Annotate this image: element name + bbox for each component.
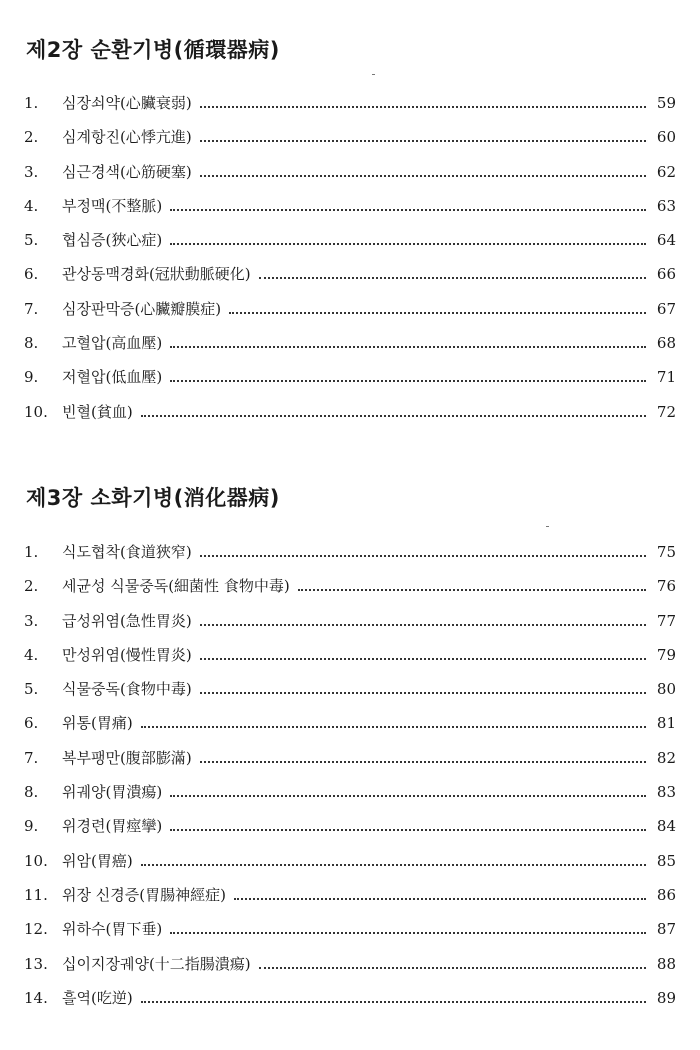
toc-entry-title: 위통(胃痛) (62, 714, 133, 733)
toc-entry-page-number: 85 (656, 851, 676, 870)
dot-leader (141, 864, 646, 866)
toc-entry-page-number: 88 (656, 954, 676, 973)
toc-entry-title: 세균성 식물중독(細菌性 食物中毒) (62, 577, 290, 596)
toc-entry-number: 1. (24, 94, 39, 112)
toc-entry-page-number: 89 (656, 988, 676, 1007)
toc-entry-title: 위암(胃癌) (62, 851, 133, 870)
toc-entry (24, 884, 676, 918)
toc-entry-number: 7. (24, 748, 39, 767)
toc-entry-number: 10. (24, 402, 48, 421)
dot-leader (200, 106, 646, 108)
toc-entry-title: 흘역(吃逆) (62, 988, 133, 1007)
dot-leader (170, 209, 646, 211)
toc-entry (24, 229, 676, 263)
dot-leader (200, 555, 646, 557)
toc-entry-number: 4. (24, 196, 39, 215)
toc-entry-title: 저혈압(低血壓) (62, 368, 163, 387)
toc-entry-title: 위장 신경증(胃腸神經症) (62, 885, 226, 904)
toc-entry-page-number: 79 (656, 645, 676, 664)
toc-entry (24, 781, 676, 815)
toc-entry-title: 심장판막증(心臟瓣膜症) (62, 299, 222, 318)
dot-leader (259, 967, 646, 969)
toc-entry (24, 332, 676, 366)
toc-entry-page-number: 81 (656, 714, 676, 733)
dot-leader (200, 175, 646, 177)
toc-entry-title: 위경련(胃痙攣) (62, 817, 163, 836)
toc-entry-number: 3. (24, 162, 39, 181)
toc-entry-page-number: 82 (656, 748, 676, 767)
toc-entry (24, 195, 676, 229)
toc-entry-number: 2. (24, 128, 39, 147)
toc-list-chapter-3 (24, 541, 676, 1021)
toc-entry-number: 13. (24, 954, 48, 973)
dot-leader (170, 243, 646, 245)
toc-entry-page-number: 59 (656, 94, 676, 112)
toc-entry (24, 541, 676, 575)
dot-leader (170, 829, 646, 831)
toc-entry (24, 575, 676, 609)
toc-entry-page-number: 84 (656, 817, 676, 836)
toc-entry-number: 11. (24, 885, 48, 904)
toc-entry-number: 6. (24, 714, 39, 733)
toc-entry-number: 7. (24, 299, 39, 318)
toc-entry (24, 161, 676, 195)
toc-entry-title: 십이지장궤양(十二指腸潰瘍) (62, 954, 251, 973)
toc-entry (24, 92, 676, 126)
dot-leader (200, 761, 646, 763)
scan-speck (372, 74, 375, 75)
dot-leader (170, 795, 646, 797)
toc-entry-number: 9. (24, 817, 39, 836)
toc-entry-title: 관상동맥경화(冠狀動脈硬化) (62, 265, 251, 284)
toc-entry (24, 401, 676, 435)
dot-leader (141, 415, 646, 417)
toc-entry (24, 747, 676, 781)
toc-entry (24, 126, 676, 160)
toc-entry (24, 644, 676, 678)
toc-entry-number: 8. (24, 783, 39, 802)
toc-entry-title: 협심증(狹心症) (62, 231, 163, 250)
toc-entry-page-number: 62 (656, 162, 676, 181)
dot-leader (141, 1001, 646, 1003)
toc-entry-number: 6. (24, 265, 39, 284)
toc-entry-number: 9. (24, 368, 39, 387)
toc-entry (24, 678, 676, 712)
toc-entry (24, 953, 676, 987)
toc-entry (24, 263, 676, 297)
toc-entry-number: 4. (24, 645, 39, 664)
toc-entry-title: 심장쇠약(心臟衰弱) (62, 94, 192, 112)
toc-entry (24, 366, 676, 400)
toc-entry-page-number: 71 (656, 368, 676, 387)
dot-leader (200, 692, 646, 694)
dot-leader (259, 277, 646, 279)
toc-entry-number: 5. (24, 680, 39, 699)
toc-entry-page-number: 67 (656, 299, 676, 318)
toc-entry-number: 8. (24, 334, 39, 353)
toc-list-chapter-2 (24, 92, 676, 435)
toc-entry (24, 298, 676, 332)
toc-entry-number: 1. (24, 543, 39, 561)
toc-entry-title: 심계항진(心悸亢進) (62, 128, 192, 147)
toc-entry-title: 부정맥(不整脈) (62, 196, 163, 215)
toc-entry-page-number: 87 (656, 920, 676, 939)
dot-leader (170, 932, 646, 934)
dot-leader (298, 589, 646, 591)
dot-leader (170, 380, 646, 382)
toc-entry-page-number: 72 (656, 402, 676, 421)
dot-leader (141, 726, 646, 728)
toc-entry-page-number: 76 (656, 577, 676, 596)
toc-entry (24, 610, 676, 644)
dot-leader (170, 346, 646, 348)
toc-entry-number: 3. (24, 611, 39, 630)
toc-entry-number: 14. (24, 988, 48, 1007)
dot-leader (200, 624, 646, 626)
scan-speck (546, 526, 549, 527)
dot-leader (200, 140, 646, 142)
toc-entry-page-number: 75 (656, 543, 676, 561)
toc-entry-page-number: 66 (656, 265, 676, 284)
toc-entry (24, 850, 676, 884)
toc-entry-page-number: 86 (656, 885, 676, 904)
toc-entry-page-number: 63 (656, 196, 676, 215)
toc-entry-title: 급성위염(急性胃炎) (62, 611, 192, 630)
toc-entry-title: 복부팽만(腹部膨滿) (62, 748, 192, 767)
toc-entry-page-number: 80 (656, 680, 676, 699)
toc-entry-title: 위궤양(胃潰瘍) (62, 783, 163, 802)
toc-entry-title: 위하수(胃下垂) (62, 920, 163, 939)
toc-entry (24, 815, 676, 849)
dot-leader (234, 898, 646, 900)
toc-entry-title: 식물중독(食物中毒) (62, 680, 192, 699)
toc-entry (24, 918, 676, 952)
dot-leader (200, 658, 646, 660)
toc-entry-page-number: 60 (656, 128, 676, 147)
toc-entry-title: 식도협착(食道狹窄) (62, 543, 192, 561)
toc-entry (24, 987, 676, 1021)
toc-entry-number: 5. (24, 231, 39, 250)
dot-leader (229, 312, 646, 314)
toc-entry-title: 심근경색(心筋硬塞) (62, 162, 192, 181)
toc-entry (24, 712, 676, 746)
toc-entry-title: 만성위염(慢性胃炎) (62, 645, 192, 664)
toc-entry-page-number: 64 (656, 231, 676, 250)
toc-entry-number: 2. (24, 577, 39, 596)
toc-entry-number: 12. (24, 920, 48, 939)
chapter-title-3: 제3장 소화기병(消化器病) (26, 486, 280, 510)
toc-entry-title: 고혈압(高血壓) (62, 334, 163, 353)
toc-entry-page-number: 68 (656, 334, 676, 353)
chapter-title-2: 제2장 순환기병(循環器病) (26, 38, 280, 62)
toc-entry-page-number: 77 (656, 611, 676, 630)
toc-entry-page-number: 83 (656, 783, 676, 802)
toc-entry-number: 10. (24, 851, 48, 870)
toc-entry-title: 빈혈(貧血) (62, 402, 133, 421)
